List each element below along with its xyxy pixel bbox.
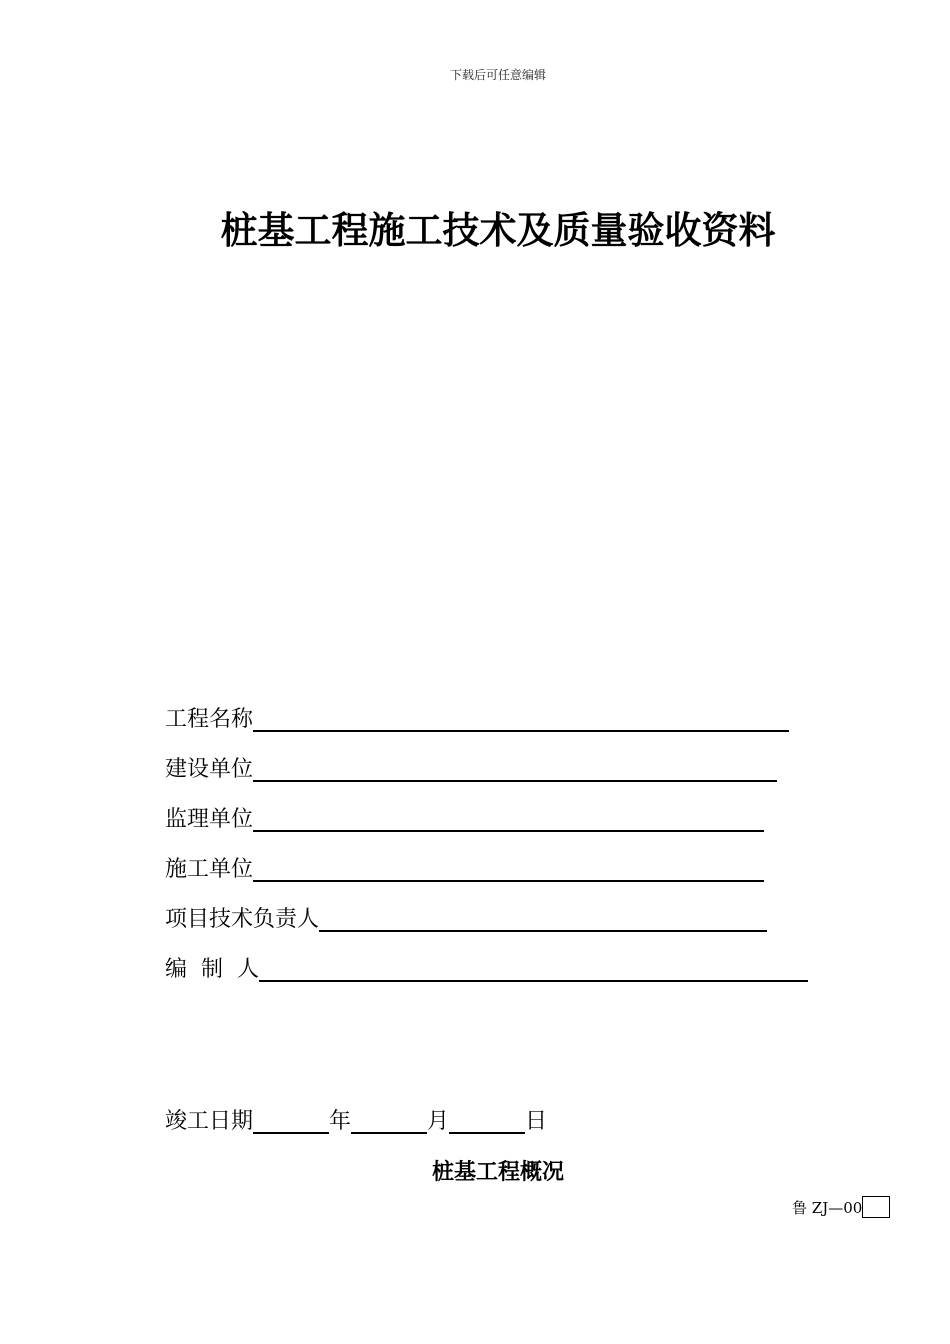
field-blank-line[interactable] [253,854,764,882]
field-label: 建设单位 [165,757,254,782]
day-label: 日 [525,1109,548,1134]
field-label: 监理单位 [165,807,254,832]
field-blank-line[interactable] [253,754,777,782]
field-project-name [165,701,789,735]
field-contractor-unit [165,851,764,885]
header-note: 下载后可任意编辑 [449,68,546,82]
field-label: 工程名称 [165,707,254,732]
field-label: 施工单位 [165,857,254,882]
field-blank-line[interactable] [259,954,808,982]
form-code [792,1196,890,1218]
field-supervision-unit [165,801,764,835]
field-construction-unit [165,751,777,785]
field-blank-line[interactable] [253,804,764,832]
month-blank[interactable] [351,1106,427,1134]
completion-date-row [165,1103,547,1137]
day-blank[interactable] [449,1106,525,1134]
field-blank-line[interactable] [319,904,767,932]
year-blank[interactable] [253,1106,329,1134]
form-code-text: 鲁 ZJ—00 [792,1198,863,1217]
field-technical-lead [165,901,767,935]
section-title: 桩基工程概况 [431,1159,564,1185]
year-label: 年 [329,1109,352,1134]
field-blank-line[interactable] [253,704,789,732]
document-title: 桩基工程施工技术及质量验收资料 [220,208,776,252]
field-compiler [165,951,808,985]
month-label: 月 [427,1109,450,1134]
field-label: 项目技术负责人 [165,907,320,932]
completion-date-label: 竣工日期 [165,1109,254,1134]
field-label: 编 制 人 [165,957,259,982]
form-code-box[interactable] [862,1196,890,1218]
